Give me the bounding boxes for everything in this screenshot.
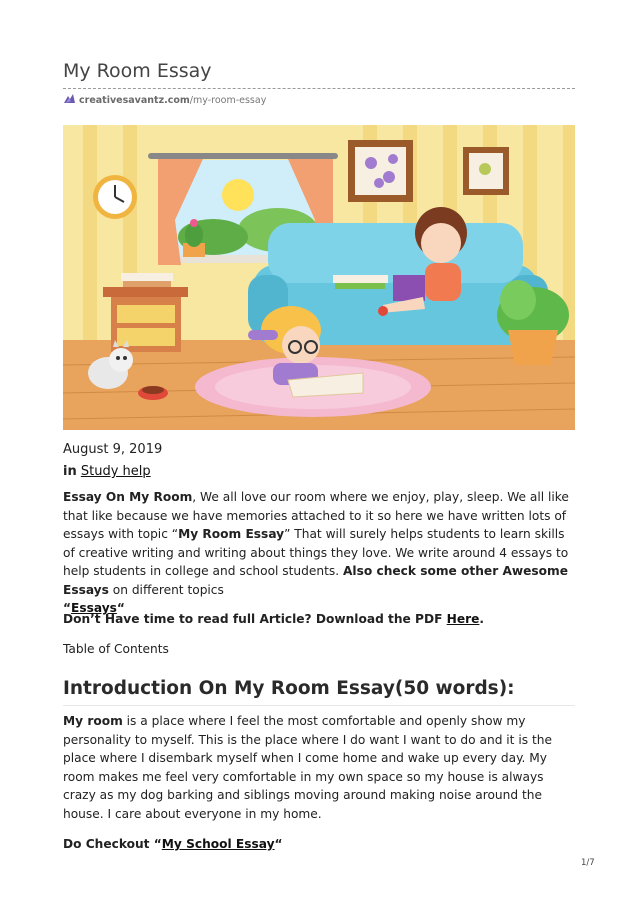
intro-bold-2: My Room Essay <box>178 527 285 541</box>
checkout-prefix: Do Checkout “ <box>63 837 162 851</box>
intro-paragraph <box>63 488 575 618</box>
title-divider <box>63 88 575 89</box>
source-host[interactable]: creativesavantz.com <box>79 94 190 106</box>
school-essay-link[interactable]: My School Essay <box>161 837 275 851</box>
category-prefix: in <box>63 464 77 479</box>
section-divider <box>63 705 575 706</box>
section-paragraph <box>63 712 575 823</box>
table-of-contents-toggle[interactable]: Table of Contents <box>63 642 169 656</box>
download-here-link[interactable]: Here <box>446 612 480 626</box>
pen-logo-icon <box>63 93 76 107</box>
intro-text-2: ” That will surely helps students to learn skills of creative writing and writing about things they love. We write around 4 essays to help students in college and school students. <box>63 527 569 578</box>
essays-link[interactable]: Essays <box>71 601 117 615</box>
page-title: My Room Essay <box>63 60 212 82</box>
category-link[interactable]: Study help <box>80 464 151 479</box>
source-line[interactable] <box>63 93 266 107</box>
post-date: August 9, 2019 <box>63 442 163 457</box>
intro-text-3: on different topics <box>108 582 224 597</box>
download-paragraph <box>63 610 575 629</box>
section-heading: Introduction On My Room Essay(50 words): <box>63 678 515 699</box>
section-bold: My room <box>63 714 123 728</box>
intro-bold-1: Essay On My Room <box>63 490 193 504</box>
download-text: Don’t Have time to read full Article? Download the PDF <box>63 612 447 626</box>
page-number: 1/7 <box>581 858 595 868</box>
checkout-suffix: “ <box>274 837 283 851</box>
source-path[interactable]: /my-room-essay <box>189 94 267 106</box>
quote-close: “ <box>116 601 125 615</box>
download-end: . <box>479 612 485 626</box>
quote-open: “ <box>63 601 72 615</box>
hero-illustration <box>63 125 575 430</box>
checkout-paragraph <box>63 835 575 854</box>
section-text: is a place where I feel the most comfortable and openly show my personality to myself. This is the place where I do want I want to do and it is the place where I disembark myself when I come home and wake up every day. My room makes me feel very comfortable in my own space so my house is always crazy as my dog barking and siblings moving around making noise around the house. I care about everyone in my home. <box>63 714 552 821</box>
intro-bold-3: Also check some other Awesome Essays <box>63 564 568 597</box>
intro-text-1: , We all love our room where we enjoy, play, sleep. We all like that like because we have memories attached to it so here we have written lots of essays with topic “ <box>63 490 569 541</box>
post-category-line <box>63 464 151 479</box>
